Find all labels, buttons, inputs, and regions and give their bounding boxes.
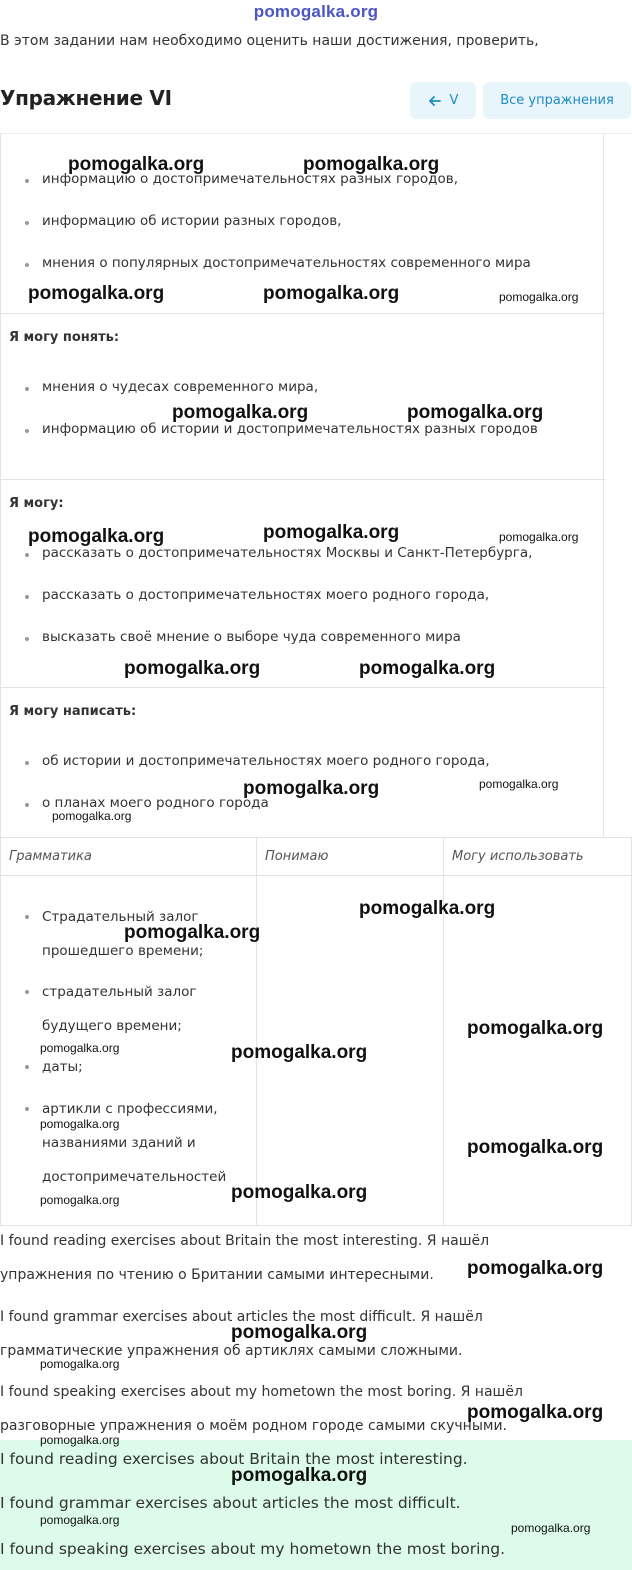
watermark: pomogalka.org <box>467 1402 604 1423</box>
watermark: pomogalka.org <box>28 526 165 547</box>
watermark: pomogalka.org <box>231 1182 368 1203</box>
divider <box>256 838 257 1225</box>
section-label: Я могу написать: <box>9 704 137 719</box>
watermark: pomogalka.org <box>40 1117 120 1131</box>
prev-exercise-button[interactable] <box>410 82 476 119</box>
section-understand <box>1 313 605 479</box>
list-item: о планах моего родного города <box>25 795 269 811</box>
translation-line: разговорные упражнения о моём родном городе самыми скучными. <box>0 1418 507 1434</box>
grammar-item: даты; <box>25 1050 83 1084</box>
watermark: pomogalka.org <box>52 809 132 823</box>
grammar-item: страдательный залог будущего времени; <box>25 975 196 1043</box>
answer-line: I found grammar exercises about articles the most difficult. <box>0 1494 461 1512</box>
grammar-item: артикли с профессиями, названиями зданий и достопримечательностей <box>25 1092 226 1194</box>
section-label: Я могу: <box>9 496 64 511</box>
watermark: pomogalka.org <box>467 1018 604 1039</box>
watermark: pomogalka.org <box>40 1357 120 1371</box>
list-item: информацию об истории разных городов, <box>25 213 341 229</box>
exercise-title: Упражнение VI <box>0 86 172 110</box>
watermark: pomogalka.org <box>499 290 579 304</box>
watermark: pomogalka.org <box>231 1322 368 1343</box>
skills-table <box>0 120 604 838</box>
answer-line: I found reading exercises about Britain the most interesting. <box>0 1450 468 1468</box>
translation-line: упражнения по чтению о Британии самыми интересными. <box>0 1267 434 1283</box>
divider <box>443 838 444 1225</box>
watermark: pomogalka.org <box>499 530 579 544</box>
list-item: информацию об истории и достопримечательностях разных городов <box>25 421 538 437</box>
grammar-item: Страдательный залог прошедшего времени; <box>25 900 203 968</box>
list-item: рассказать о достопримечательностях Москвы и Санкт-Петербурга, <box>25 545 532 561</box>
section-can <box>1 479 605 687</box>
watermark: pomogalka.org <box>124 922 261 943</box>
answer-box <box>0 1440 632 1570</box>
understand-header: Понимаю <box>257 838 444 876</box>
list-item: об истории и достопримечательностях моего родного города, <box>25 753 490 769</box>
translation-line: грамматические упражнения об артиклях самыми сложными. <box>0 1343 463 1359</box>
watermark: pomogalka.org <box>40 1433 120 1447</box>
watermark: pomogalka.org <box>263 283 400 304</box>
arrow-left-icon <box>428 94 442 108</box>
prev-exercise-label: V <box>449 93 459 108</box>
watermark: pomogalka.org <box>28 283 165 304</box>
list-item: рассказать о достопримечательностях моего родного города, <box>25 587 489 603</box>
can-use-header: Могу использовать <box>444 838 632 876</box>
list-item: мнения о чудесах современного мира, <box>25 379 318 395</box>
watermark: pomogalka.org <box>40 1513 120 1527</box>
watermark: pomogalka.org <box>359 658 496 679</box>
watermark: pomogalka.org <box>467 1137 604 1158</box>
all-exercises-label: Все упражнения <box>500 93 614 108</box>
section-label: Я могу понять: <box>9 330 120 345</box>
site-logo[interactable]: pomogalka.org <box>253 2 379 21</box>
all-exercises-button[interactable] <box>483 82 631 119</box>
watermark: pomogalka.org <box>231 1042 368 1063</box>
answer-line: I found speaking exercises about my hometown the most boring. <box>0 1540 506 1558</box>
watermark: pomogalka.org <box>124 658 261 679</box>
list-item: высказать своё мнение о выборе чуда современного мира <box>25 629 461 645</box>
watermark: pomogalka.org <box>172 402 309 423</box>
intro-text: В этом задании нам необходимо оценить наши достижения, проверить, <box>0 33 539 49</box>
watermark: pomogalka.org <box>263 522 400 543</box>
watermark: pomogalka.org <box>467 1258 604 1279</box>
list-item: мнения о популярных достопримечательностях современного мира <box>25 255 531 271</box>
watermark: pomogalka.org <box>359 898 496 919</box>
translation-line: I found reading exercises about Britain the most interesting. Я нашёл <box>0 1233 490 1249</box>
exercise-header <box>0 76 632 134</box>
watermark: pomogalka.org <box>303 154 440 175</box>
watermark: pomogalka.org <box>40 1041 120 1055</box>
watermark: pomogalka.org <box>479 777 559 791</box>
watermark: pomogalka.org <box>407 402 544 423</box>
watermark: pomogalka.org <box>243 778 380 799</box>
translation-line: I found speaking exercises about my hometown the most boring. Я нашёл <box>0 1384 523 1400</box>
grammar-header: Грамматика <box>1 838 257 876</box>
list-item: информацию о достопримечательностях разных городов, <box>25 171 458 187</box>
watermark: pomogalka.org <box>68 154 205 175</box>
watermark: pomogalka.org <box>40 1193 120 1207</box>
translation-line: I found grammar exercises about articles the most difficult. Я нашёл <box>0 1309 483 1325</box>
watermark: pomogalka.org <box>511 1521 591 1535</box>
watermark: pomogalka.org <box>231 1465 368 1486</box>
